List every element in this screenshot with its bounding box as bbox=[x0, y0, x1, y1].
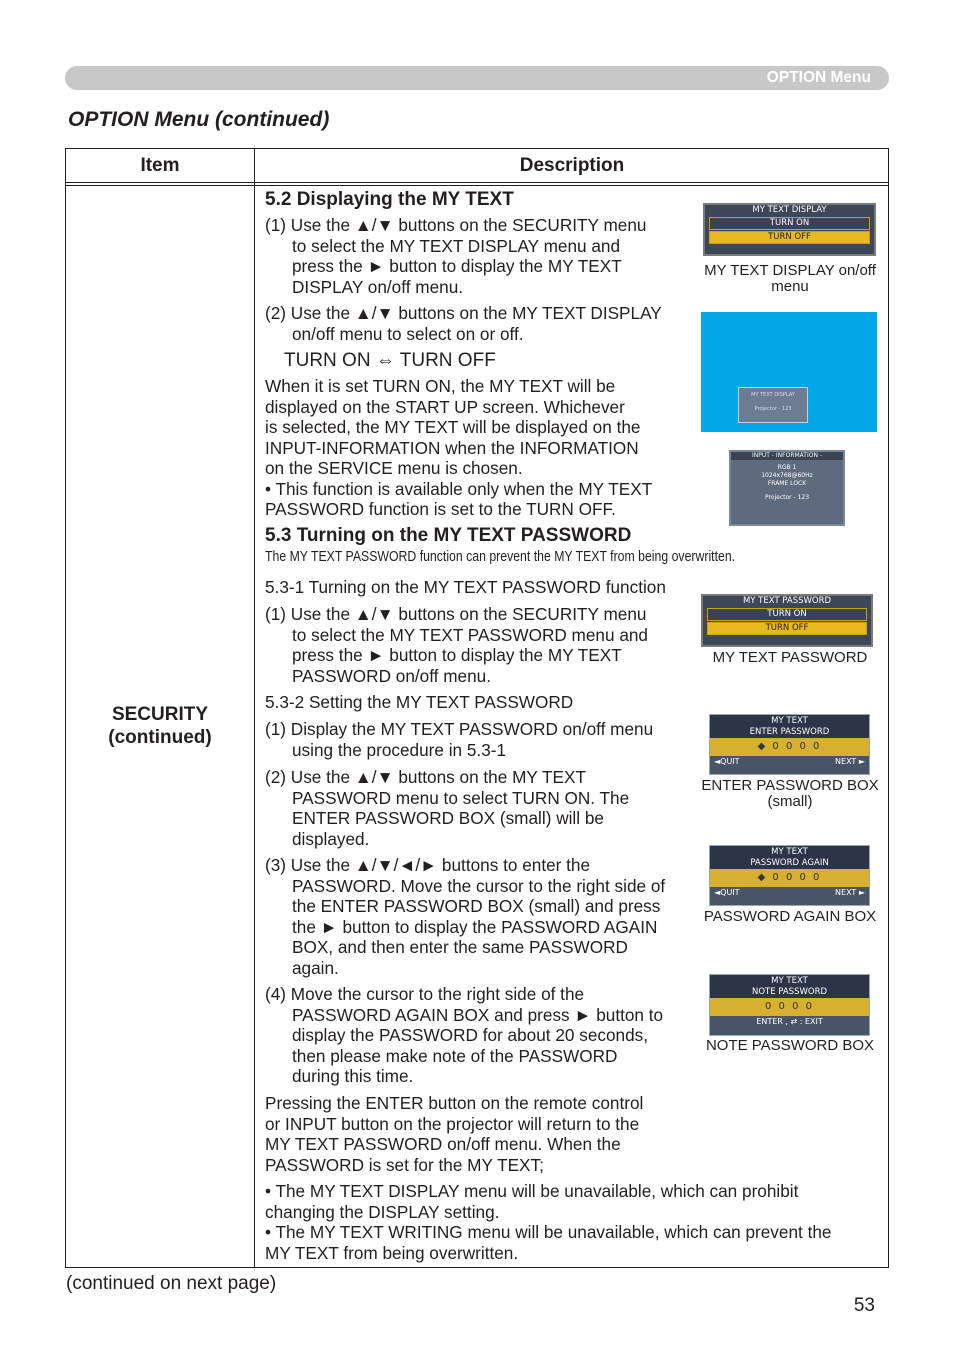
startup-screen-image bbox=[701, 312, 877, 432]
text-line: MY TEXT from being overwritten. bbox=[265, 1242, 519, 1263]
box-title-line: MY TEXT bbox=[771, 716, 808, 726]
subheading-5-3-2: 5.3-2 Setting the MY TEXT PASSWORD bbox=[265, 692, 574, 712]
step-5-2-1 bbox=[265, 215, 646, 297]
box-title bbox=[710, 975, 869, 998]
menu-option-turn-on: TURN ON bbox=[707, 608, 867, 621]
caption-display-menu bbox=[690, 263, 890, 295]
box-title bbox=[710, 846, 869, 869]
page-title: OPTION Menu (continued) bbox=[68, 108, 330, 131]
text-line: (1) Use the ▲/▼ buttons on the SECURITY menu bbox=[265, 604, 647, 624]
text-line: • The MY TEXT DISPLAY menu will be unavailable, which can prohibit bbox=[265, 1181, 799, 1201]
enter-password-box-image bbox=[709, 714, 870, 775]
caption-line: (small) bbox=[767, 793, 813, 810]
text-line: the ENTER PASSWORD BOX (small) and press bbox=[292, 896, 661, 916]
box-title-line: ENTER PASSWORD bbox=[749, 727, 830, 737]
quit-hint: ◄QUIT bbox=[714, 888, 740, 897]
page-number: 53 bbox=[853, 1295, 875, 1316]
password-digits: ◆ 0 0 0 0 bbox=[710, 869, 869, 887]
text-line: to select the MY TEXT PASSWORD menu and bbox=[292, 624, 648, 645]
box-title-line: PASSWORD AGAIN bbox=[750, 858, 829, 868]
caption-password-menu: MY TEXT PASSWORD bbox=[712, 649, 868, 666]
step-5-3-2-4 bbox=[265, 984, 663, 1087]
info-line: Projector - 123 bbox=[764, 494, 810, 501]
caption-enter-box bbox=[690, 778, 890, 810]
my-text-password-menu-image bbox=[701, 594, 873, 647]
input-information-image bbox=[729, 450, 845, 526]
menu-title: MY TEXT DISPLAY bbox=[752, 205, 827, 215]
text-line: PASSWORD. Move the cursor to the right side of bbox=[292, 875, 666, 896]
text-line: (3) Use the ▲/▼/◄/► buttons to enter the bbox=[265, 855, 591, 875]
text-line: (2) Use the ▲/▼ buttons on the MY TEXT bbox=[265, 767, 586, 787]
text-line: the ► button to display the PASSWORD AGAIN bbox=[292, 916, 658, 937]
item-label: SECURITY bbox=[111, 704, 209, 725]
caption-note-box: NOTE PASSWORD BOX bbox=[705, 1037, 875, 1054]
caption-line: MY TEXT DISPLAY on/off bbox=[704, 262, 876, 279]
info-line: 1024x768@60Hz bbox=[761, 472, 813, 479]
text-line: (4) Move the cursor to the right side of the bbox=[265, 984, 585, 1004]
text-line: press the ► button to display the MY TEXT bbox=[292, 645, 622, 665]
text-line: • This function is available only when the MY TEXT bbox=[265, 478, 653, 499]
text-line: displayed on the START UP screen. Whichever bbox=[265, 396, 625, 417]
text-line: MY TEXT PASSWORD on/off menu. When the bbox=[265, 1134, 621, 1154]
text-line: DISPLAY on/off menu. bbox=[292, 276, 464, 297]
text-line: (2) Use the ▲/▼ buttons on the MY TEXT DISPLAY bbox=[265, 303, 662, 323]
text-line: display the PASSWORD for about 20 seconds, bbox=[292, 1025, 649, 1045]
text-line: INPUT-INFORMATION when the INFORMATION bbox=[265, 437, 639, 458]
text-line: to select the MY TEXT DISPLAY menu and bbox=[292, 235, 621, 256]
continued-note: (continued on next page) bbox=[66, 1273, 277, 1294]
step-5-3-2-1 bbox=[265, 719, 653, 760]
menu-option-turn-off: TURN OFF bbox=[709, 231, 870, 244]
menu-option-turn-off: TURN OFF bbox=[707, 622, 867, 635]
header-rule-double bbox=[65, 185, 889, 186]
item-security-continued bbox=[65, 703, 255, 749]
text-line: BOX, and then enter the same PASSWORD bbox=[292, 937, 628, 957]
caption-line: menu bbox=[771, 278, 809, 295]
toggle-options: TURN ON ⇔ TURN OFF bbox=[284, 350, 496, 371]
password-digits: 0 0 0 0 bbox=[710, 998, 869, 1016]
text-line: When it is set TURN ON, the MY TEXT will be bbox=[265, 376, 616, 396]
text-line: displayed. bbox=[292, 828, 370, 849]
info-line: FRAME LOCK bbox=[767, 480, 807, 487]
text-line: • The MY TEXT WRITING menu will be unavailable, which can prevent the bbox=[265, 1222, 832, 1242]
text-line: changing the DISPLAY setting. bbox=[265, 1201, 500, 1222]
text-line: press the ► button to display the MY TEXT bbox=[292, 256, 622, 276]
box-title-line: MY TEXT bbox=[771, 847, 808, 857]
info-title: INPUT - INFORMATION - bbox=[731, 452, 843, 460]
menu-title: MY TEXT PASSWORD bbox=[742, 596, 832, 606]
box-footer bbox=[710, 887, 869, 898]
subheading-5-3-1: 5.3-1 Turning on the MY TEXT PASSWORD function bbox=[265, 577, 666, 597]
text-line: (1) Display the MY TEXT PASSWORD on/off menu bbox=[265, 719, 654, 739]
text-line: PASSWORD menu to select TURN ON. The bbox=[292, 787, 630, 808]
startup-text: MY TEXT DISPLAY bbox=[751, 392, 795, 398]
text-line: or INPUT button on the projector will return to the bbox=[265, 1113, 640, 1134]
password-effects-bullets bbox=[265, 1181, 831, 1263]
password-digits: ◆ 0 0 0 0 bbox=[710, 738, 869, 756]
text-line: PASSWORD on/off menu. bbox=[292, 665, 492, 686]
text-line: PASSWORD is set for the MY TEXT; bbox=[265, 1154, 544, 1175]
info-line: RGB 1 bbox=[777, 464, 797, 471]
box-title-line: MY TEXT bbox=[771, 976, 808, 986]
text-line: using the procedure in 5.3-1 bbox=[292, 739, 507, 760]
startup-message-box bbox=[738, 387, 808, 423]
box-title-line: NOTE PASSWORD bbox=[751, 987, 828, 997]
header-rule bbox=[65, 182, 889, 183]
section-header-bar bbox=[65, 66, 889, 90]
text-line: is selected, the MY TEXT will be displayed on the bbox=[265, 417, 641, 437]
text-line: on/off menu to select on or off. bbox=[292, 323, 524, 344]
item-label-sub: (continued) bbox=[108, 727, 212, 748]
step-5-3-1-1 bbox=[265, 604, 648, 686]
text-line: on the SERVICE menu is chosen. bbox=[265, 458, 523, 478]
display-description bbox=[265, 376, 652, 520]
next-hint: NEXT ► bbox=[835, 757, 865, 766]
text-line: during this time. bbox=[292, 1066, 414, 1086]
step-5-3-2-2 bbox=[265, 767, 629, 849]
step-5-2-2 bbox=[265, 303, 662, 344]
box-title bbox=[710, 715, 869, 738]
caption-line: ENTER PASSWORD BOX bbox=[701, 777, 879, 794]
caption-again-box: PASSWORD AGAIN BOX bbox=[703, 908, 877, 925]
step-5-3-2-3 bbox=[265, 855, 665, 978]
startup-text: Projector - 123 bbox=[754, 406, 792, 412]
my-text-display-menu-image bbox=[703, 203, 876, 256]
heading-5-2: 5.2 Displaying the MY TEXT bbox=[265, 189, 514, 210]
password-result-text bbox=[265, 1093, 643, 1175]
next-hint: NEXT ► bbox=[835, 888, 865, 897]
text-line: then please make note of the PASSWORD bbox=[292, 1045, 618, 1066]
text-line: ENTER PASSWORD BOX (small) will be bbox=[292, 808, 604, 828]
text-line: PASSWORD function is set to the TURN OFF. bbox=[265, 499, 616, 519]
text-line: (1) Use the ▲/▼ buttons on the SECURITY menu bbox=[265, 215, 647, 235]
heading-5-3: 5.3 Turning on the MY TEXT PASSWORD bbox=[265, 525, 632, 546]
note-password-box-image bbox=[709, 974, 870, 1036]
text-line: again. bbox=[292, 957, 339, 978]
text-line: PASSWORD AGAIN BOX and press ► button to bbox=[292, 1004, 664, 1025]
password-again-box-image bbox=[709, 845, 870, 906]
password-intro: The MY TEXT PASSWORD function can prevent the MY TEXT from being overwritten. bbox=[265, 549, 736, 565]
column-header-item: Item bbox=[140, 155, 180, 176]
section-label: OPTION Menu bbox=[766, 69, 871, 86]
text-line: Pressing the ENTER button on the remote control bbox=[265, 1093, 644, 1113]
menu-option-turn-on: TURN ON bbox=[709, 217, 870, 230]
box-footer bbox=[710, 756, 869, 767]
box-footer bbox=[710, 1016, 869, 1027]
quit-hint: ◄QUIT bbox=[714, 757, 740, 766]
exit-hint: ENTER , ⇄ : EXIT bbox=[756, 1017, 823, 1026]
column-header-description: Description bbox=[519, 155, 625, 176]
